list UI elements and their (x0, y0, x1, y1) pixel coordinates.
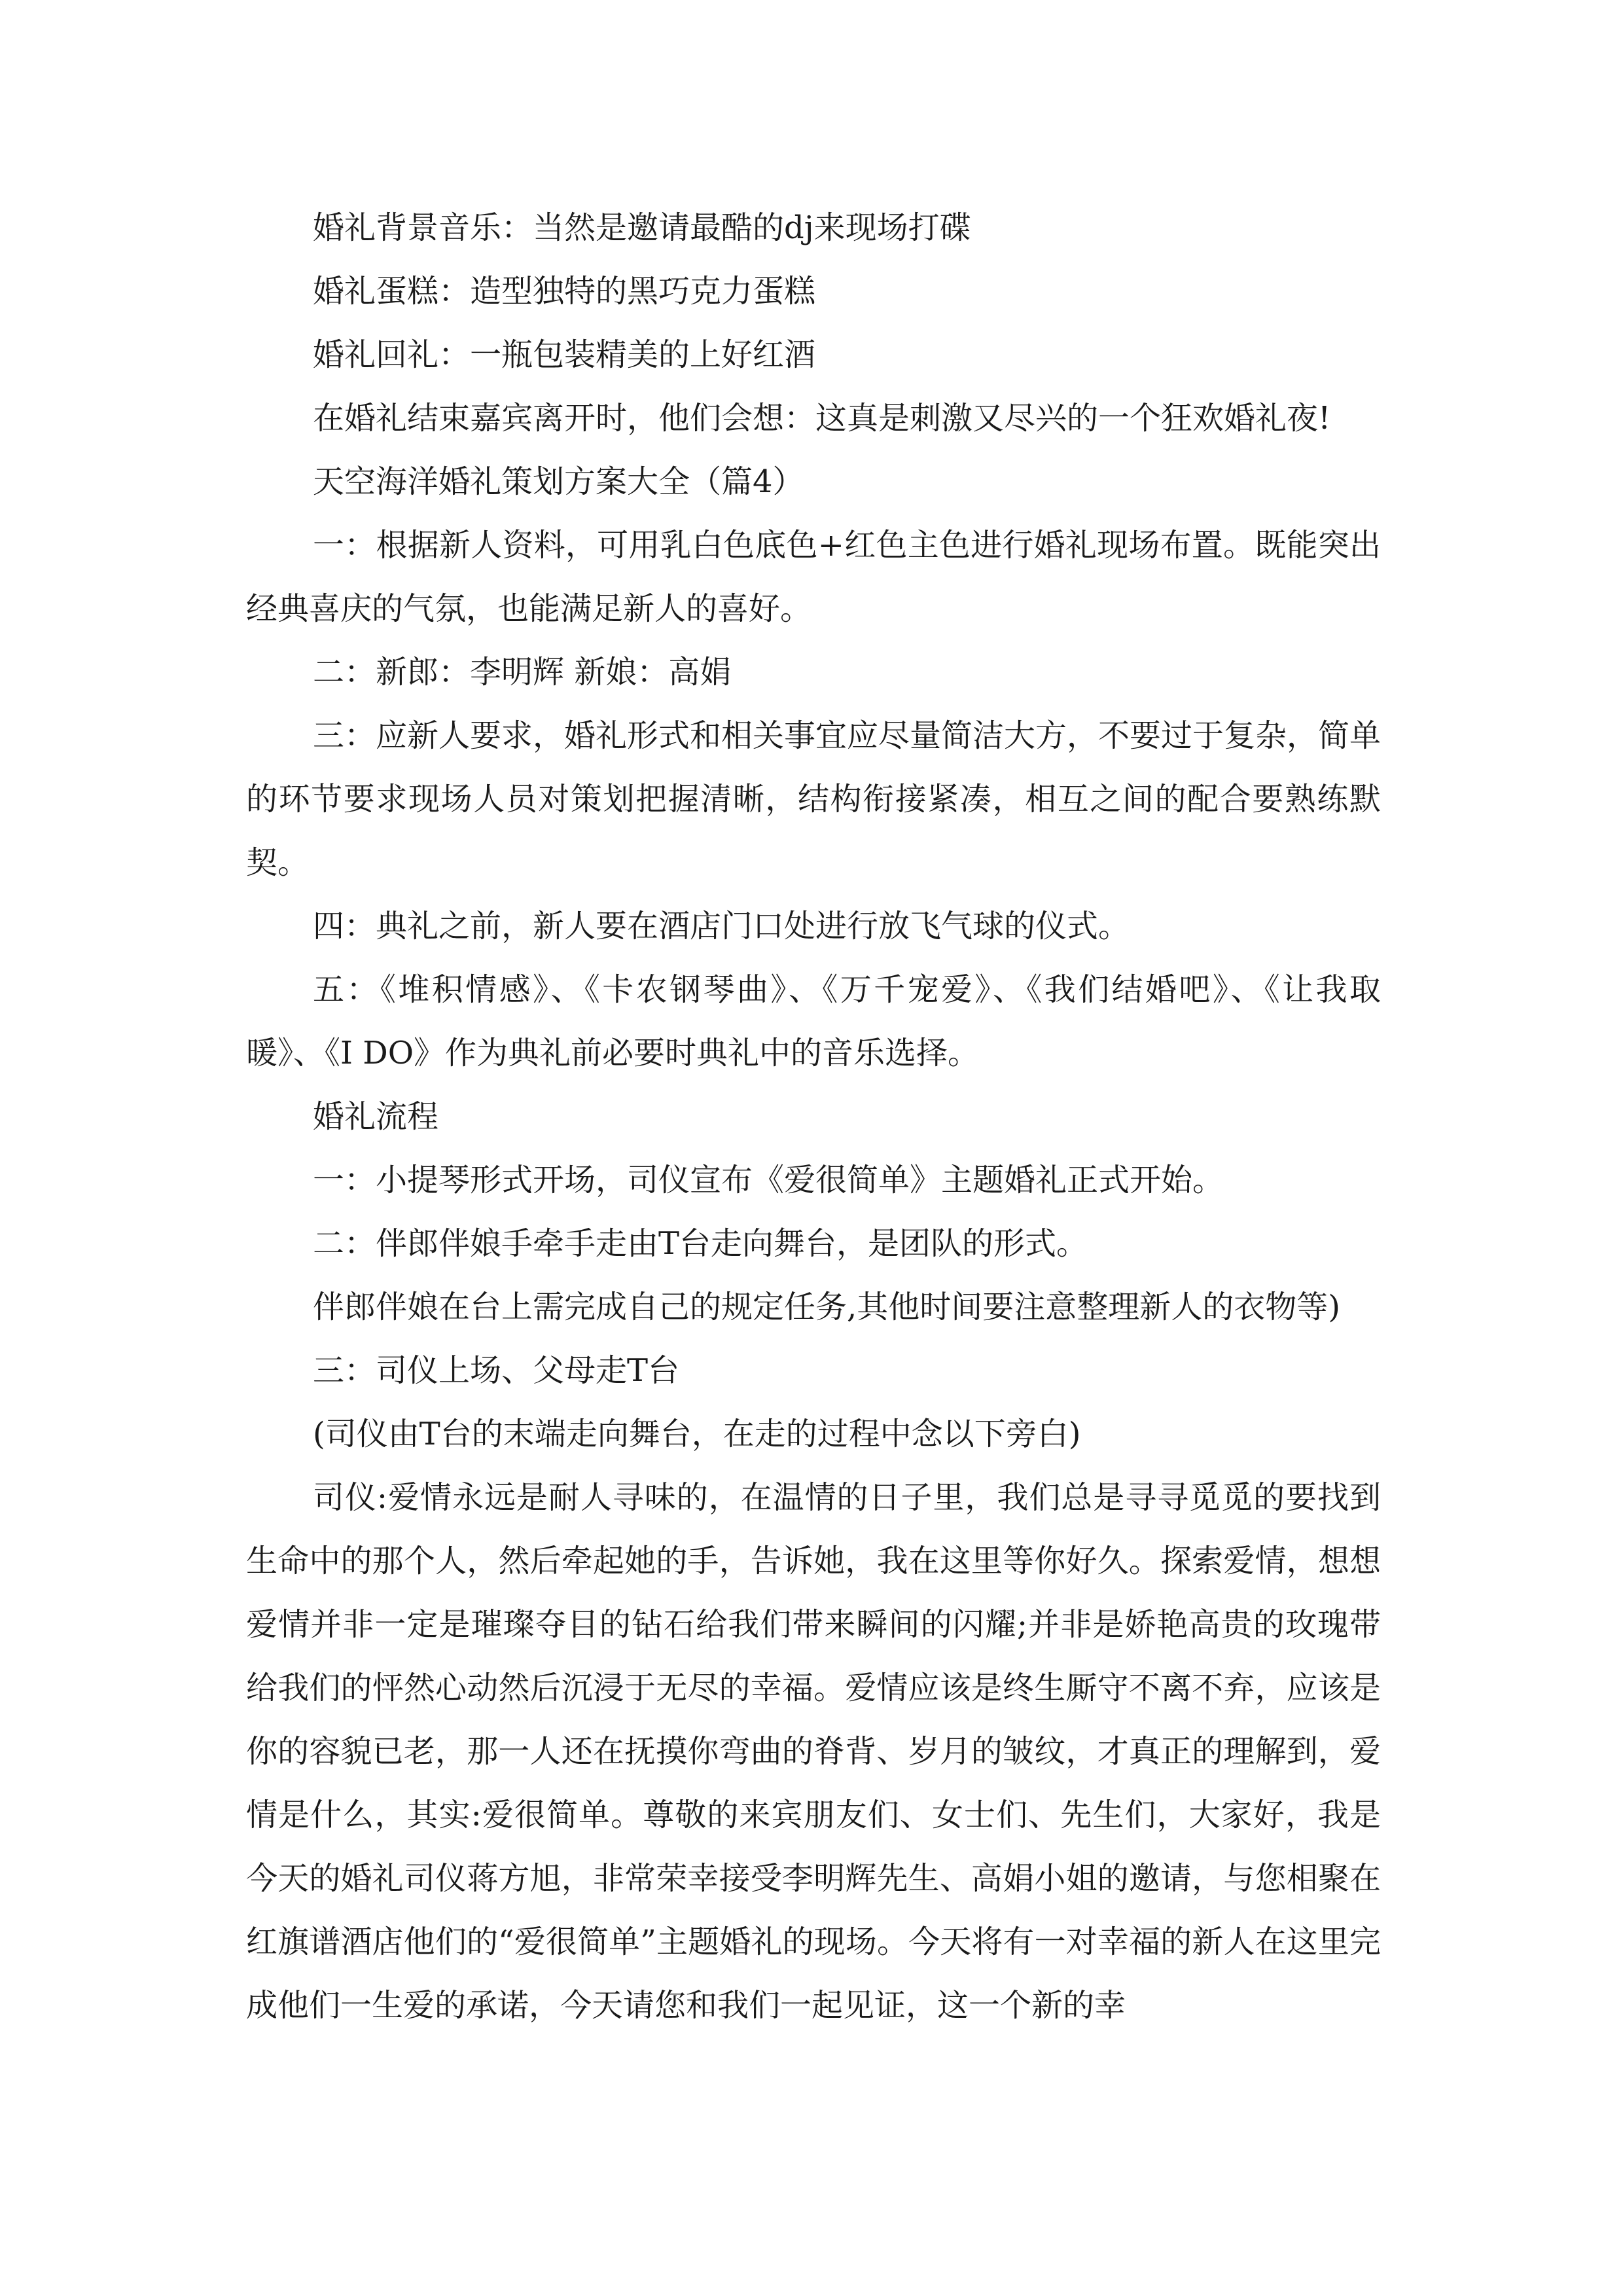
body-text (246, 196, 1381, 2037)
paragraph-return-gift: 婚礼回礼：一瓶包装精美的上好红酒 (313, 336, 816, 373)
section-heading-wedding-process: 婚礼流程 (313, 1098, 439, 1135)
section-heading-part-4: 天空海洋婚礼策划方案大全（篇4） (313, 463, 804, 500)
paragraph-item-1-decor: 一：根据新人资料，可用乳白色底色+红色主色进行婚礼现场布置。既能突出经典喜庆的气氛，也能满足新人的喜好。 (246, 527, 1381, 627)
paragraph-wedding-cake: 婚礼蛋糕：造型独特的黑巧克力蛋糕 (313, 273, 816, 310)
paragraph-process-3: 三：司仪上场、父母走T台 (313, 1352, 680, 1389)
paragraph-host-speech: 司仪:爱情永远是耐人寻味的，在温情的日子里，我们总是寻寻觅觅的要找到生命中的那个人，然后牵起她的手，告诉她，我在这里等你好久。探索爱情，想想爱情并非一定是璀璨夺目的钻石给我们带来瞬间的闪耀;并非是娇艳高贵的玫瑰带给我们的怦然心动然后沉浸于无尽的幸福。爱情应该是终生厮守不离不弃，应该是你的容貌已老，那一人还在抚摸你弯曲的脊背、岁月的皱纹，才真正的理解到，爱情是什么，其实:爱很简单。尊敬的来宾朋友们、女士们、先生们，大家好，我是今天的婚礼司仪蒋方旭，非常荣幸接受李明辉先生、高娟小姐的邀请，与您相聚在红旗谱酒店他们的“爱很简单”主题婚礼的现场。今天将有一对幸福的新人在这里完成他们一生爱的承诺，今天请您和我们一起见证，这一个新的幸 (246, 1479, 1381, 2024)
paragraph-item-3-style: 三：应新人要求，婚礼形式和相关事宜应尽量简洁大方，不要过于复杂，简单的环节要求现场人员对策划把握清晰，结构衔接紧凑，相互之间的配合要熟练默契。 (246, 717, 1382, 881)
paragraph-item-2-couple: 二：新郎：李明辉 新娘：高娟 (313, 654, 732, 691)
paragraph-item-5-music: 五：《堆积情感》、《卡农钢琴曲》、《万千宠爱》、《我们结婚吧》、《让我取暖》、《I DO》作为典礼前必要时典礼中的音乐选择。 (246, 971, 1381, 1071)
paragraph-stage-direction: (司仪由T台的末端走向舞台，在走的过程中念以下旁白) (313, 1416, 1081, 1452)
paragraph-groomsmen-tasks: 伴郎伴娘在台上需完成自己的规定任务,其他时间要注意整理新人的衣物等) (313, 1289, 1340, 1325)
paragraph-item-4-balloons: 四：典礼之前，新人要在酒店门口处进行放飞气球的仪式。 (313, 908, 1130, 944)
paragraph-background-music: 婚礼背景音乐：当然是邀请最酷的dj来现场打碟 (313, 209, 971, 246)
paragraph-process-2: 二：伴郎伴娘手牵手走由T台走向舞台，是团队的形式。 (313, 1225, 1088, 1262)
paragraph-guests-leaving: 在婚礼结束嘉宾离开时，他们会想：这真是刺激又尽兴的一个狂欢婚礼夜! (313, 400, 1331, 437)
paragraph-process-1: 一：小提琴形式开场，司仪宣布《爱很简单》主题婚礼正式开始。 (313, 1162, 1224, 1198)
